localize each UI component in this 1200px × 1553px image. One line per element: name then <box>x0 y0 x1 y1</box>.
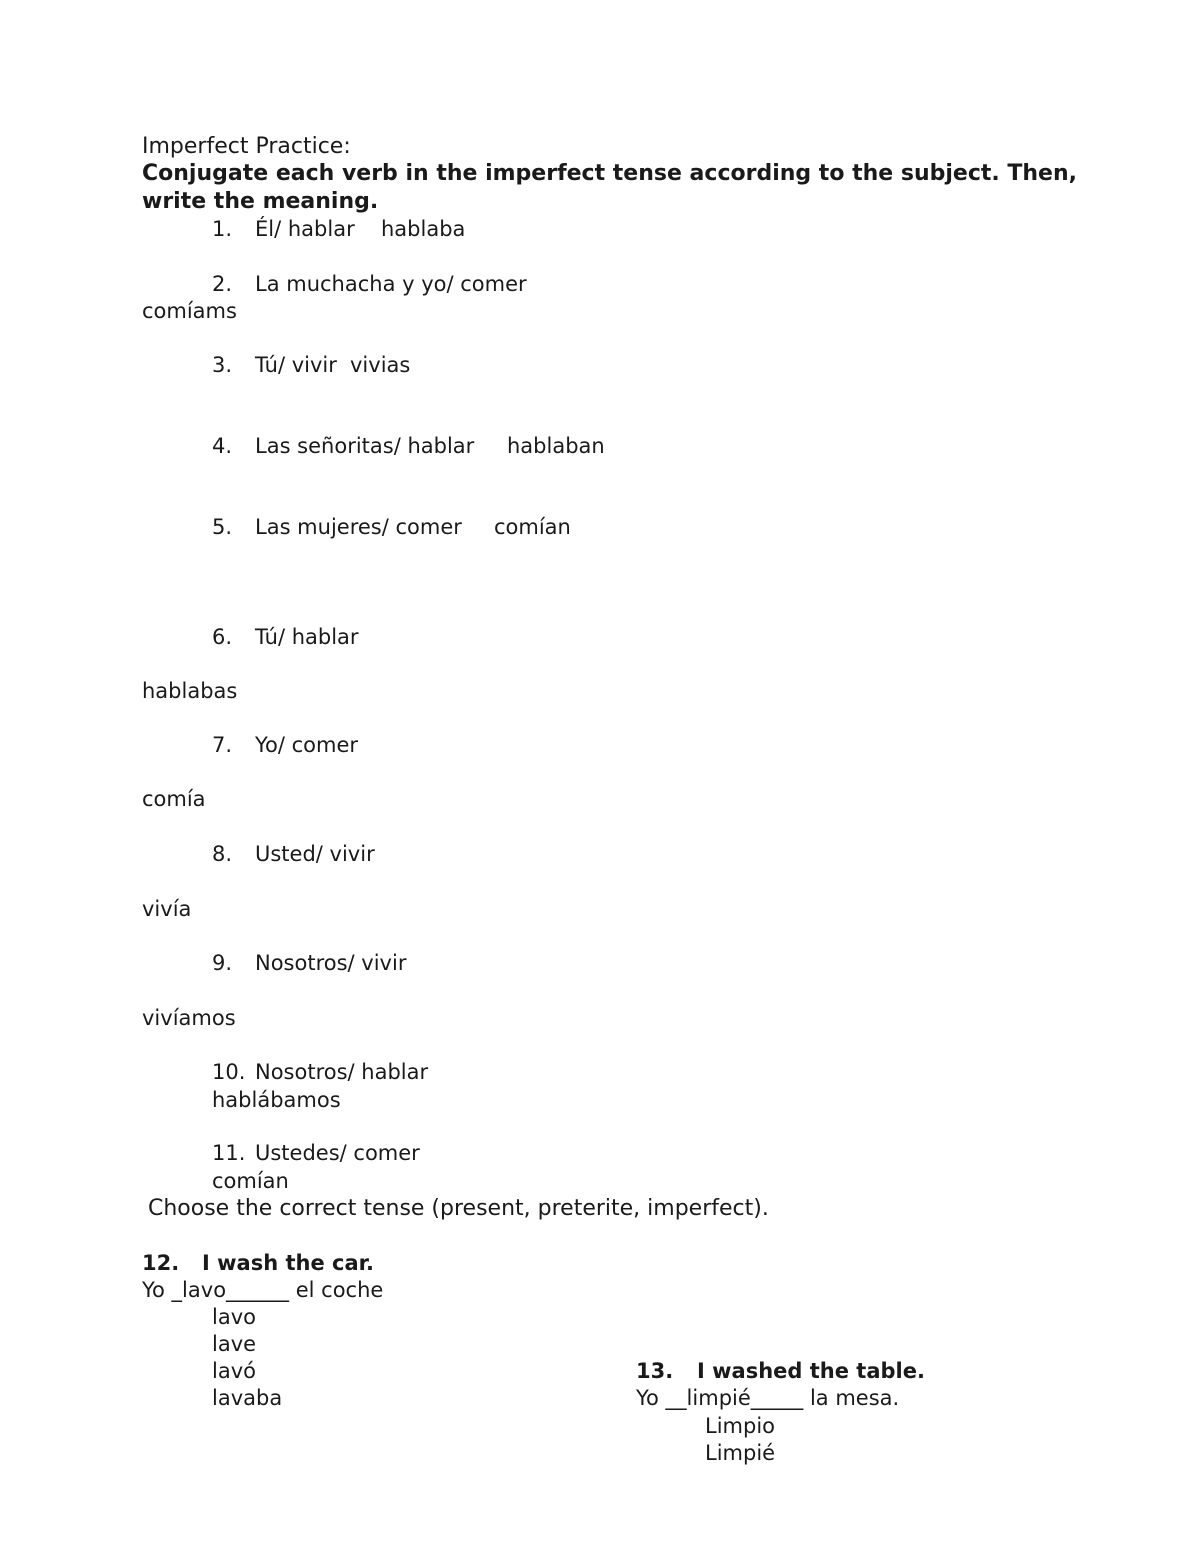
item-number: 10. <box>212 1060 246 1084</box>
question-title: I wash the car. <box>202 1251 374 1275</box>
item-prompt: La muchacha y yo/ comer <box>255 272 527 296</box>
instruction-line-2: write the meaning. <box>142 189 379 214</box>
question-sentence: Yo __limpié_____ la mesa. <box>636 1386 900 1410</box>
item-number: 7. <box>211 733 232 757</box>
item-answer: vivía <box>142 897 192 921</box>
item-prompt: Las señoritas/ hablar <box>255 434 475 458</box>
option-item: lavo <box>212 1305 256 1329</box>
item-number: 1. <box>211 217 232 241</box>
item-answer: vivíamos <box>142 1006 236 1030</box>
item-number: 2. <box>211 272 232 296</box>
question-number: 13. <box>636 1359 674 1383</box>
option-item: Limpio <box>705 1414 776 1438</box>
item-answer: vivias <box>350 353 411 377</box>
item-prompt: Usted/ vivir <box>255 842 375 866</box>
item-number: 11. <box>212 1141 246 1165</box>
item-answer: comía <box>142 787 206 811</box>
item-prompt: Tú/ vivir <box>255 353 337 377</box>
item-prompt: Él/ hablar <box>255 217 355 241</box>
item-answer: hablabas <box>142 679 238 703</box>
instruction-line-1: Conjugate each verb in the imperfect tense according to the subject. Then, <box>142 161 1077 186</box>
question-number: 12. <box>142 1251 180 1275</box>
item-prompt: Nosotros/ vivir <box>255 951 407 975</box>
item-answer: comían <box>494 515 571 539</box>
item-prompt: Tú/ hablar <box>255 625 359 649</box>
section-instruction: Choose the correct tense (present, preterite, imperfect). <box>148 1196 769 1221</box>
item-answer: hablábamos <box>212 1088 341 1112</box>
item-number: 8. <box>211 842 232 866</box>
item-answer: hablaba <box>381 217 466 241</box>
item-answer: comían <box>212 1169 289 1193</box>
item-number: 3. <box>211 353 232 377</box>
item-number: 9. <box>211 951 232 975</box>
option-item: lavaba <box>212 1386 283 1410</box>
item-answer: hablaban <box>507 434 605 458</box>
item-prompt: Las mujeres/ comer <box>255 515 462 539</box>
worksheet-title: Imperfect Practice: <box>142 134 351 159</box>
item-number: 5. <box>211 515 232 539</box>
item-number: 6. <box>211 625 232 649</box>
item-answer: comíams <box>142 299 237 323</box>
item-prompt: Nosotros/ hablar <box>255 1060 429 1084</box>
question-title: I washed the table. <box>697 1359 925 1383</box>
item-prompt: Yo/ comer <box>255 733 359 757</box>
item-number: 4. <box>211 434 232 458</box>
item-prompt: Ustedes/ comer <box>255 1141 420 1165</box>
question-sentence: Yo _lavo______ el coche <box>142 1278 384 1302</box>
option-item: Limpié <box>705 1441 776 1465</box>
option-item: lave <box>212 1332 257 1356</box>
option-item: lavó <box>212 1359 256 1383</box>
